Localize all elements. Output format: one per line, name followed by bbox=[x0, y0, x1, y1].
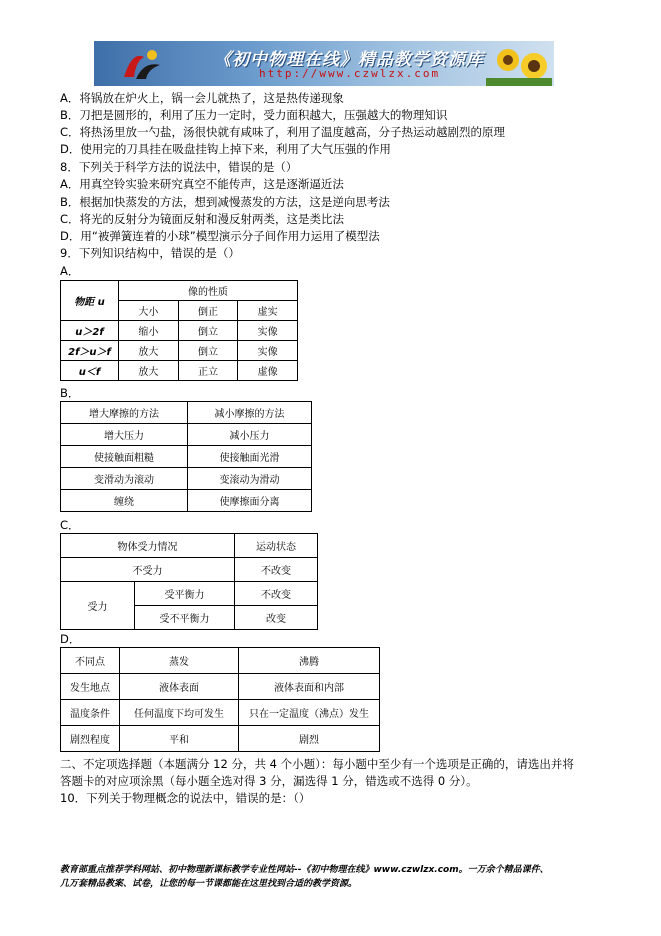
option-8b: B．根据加快蒸发的方法，想到减慢蒸发的方法，这是逆向思考法 bbox=[60, 195, 390, 209]
table-cell: 发生地点 bbox=[61, 674, 120, 700]
table-cell: 平和 bbox=[120, 726, 239, 752]
table-cell: 不改变 bbox=[235, 582, 318, 606]
table-cell: 倒立 bbox=[178, 321, 238, 341]
table-cell: 增大压力 bbox=[61, 424, 188, 446]
banner-url[interactable]: http://www.czwlzx.com bbox=[259, 67, 441, 80]
table-row bbox=[61, 700, 380, 726]
table-cell: 液体表面 bbox=[120, 674, 239, 700]
section2-heading: 二、不定项选择题（本题满分 12 分，共 4 个小题）：每小题中至少有一个选项是正确的，请选出并将 bbox=[60, 757, 574, 771]
option-7a: A．将锅放在炉火上，锅一会儿就热了，这是热传递现象 bbox=[60, 91, 344, 105]
table-cell: 放大 bbox=[119, 341, 179, 361]
logo-icon bbox=[122, 47, 162, 81]
table-cell: 像的性质 bbox=[119, 281, 298, 301]
table-row bbox=[61, 558, 318, 582]
table-row bbox=[61, 321, 298, 341]
table-cell: 正立 bbox=[178, 361, 238, 381]
table-cell: 倒正 bbox=[178, 301, 238, 321]
table-cell: 增大摩擦的方法 bbox=[61, 402, 188, 424]
table-friction-methods bbox=[60, 401, 312, 512]
table-row bbox=[61, 674, 380, 700]
table-cell: 受不平衡力 bbox=[135, 606, 235, 630]
table-cell: 减小压力 bbox=[188, 424, 312, 446]
table-force-motion bbox=[60, 533, 318, 630]
table-cell: 使接触面光滑 bbox=[188, 446, 312, 468]
option-7d: D．使用完的刀具挂在吸盘挂钩上掉下来，利用了大气压强的作用 bbox=[60, 142, 391, 156]
header-banner bbox=[94, 41, 554, 86]
label-b: B． bbox=[60, 386, 80, 400]
table-cell: 沸腾 bbox=[239, 648, 380, 674]
option-8a: A．用真空铃实验来研究真空不能传声，这是逐渐逼近法 bbox=[60, 177, 344, 191]
table-row bbox=[61, 534, 318, 558]
table-cell: 物体受力情况 bbox=[61, 534, 235, 558]
table-cell: u＜f bbox=[61, 361, 119, 381]
option-8d: D．用“被弹簧连着的小球”模型演示分子间作用力运用了模型法 bbox=[60, 229, 380, 243]
table-row bbox=[61, 490, 312, 512]
table-cell: 变滚动为滑动 bbox=[188, 468, 312, 490]
table-cell: 大小 bbox=[119, 301, 179, 321]
option-7c: C．将热汤里放一勺盐，汤很快就有咸味了，利用了温度越高，分子热运动越剧烈的原理 bbox=[60, 125, 506, 139]
table-cell: 缠绕 bbox=[61, 490, 188, 512]
sunflower-icon bbox=[486, 44, 552, 86]
table-row bbox=[61, 361, 298, 381]
label-c: C． bbox=[60, 518, 80, 532]
table-cell: 剧烈 bbox=[239, 726, 380, 752]
table-cell: 实像 bbox=[238, 321, 298, 341]
table-cell: 任何温度下均可发生 bbox=[120, 700, 239, 726]
table-evaporation-boiling bbox=[60, 647, 380, 752]
table-row bbox=[61, 446, 312, 468]
table-row bbox=[61, 648, 380, 674]
table-cell: 温度条件 bbox=[61, 700, 120, 726]
table-row bbox=[61, 402, 312, 424]
option-7b: B．刀把是圆形的，利用了压力一定时，受力面积越大，压强越大的物理知识 bbox=[60, 108, 448, 122]
table-cell: 不改变 bbox=[235, 558, 318, 582]
table-row bbox=[61, 582, 318, 606]
question-10: 10．下列关于物理概念的说法中，错误的是：（） bbox=[60, 791, 311, 805]
table-cell: 不受力 bbox=[61, 558, 235, 582]
label-d: D． bbox=[60, 632, 81, 646]
table-cell: 虚像 bbox=[238, 361, 298, 381]
banner-title: 《初中物理在线》精品教学资源库 bbox=[214, 50, 484, 70]
table-cell: 使摩擦面分离 bbox=[188, 490, 312, 512]
table-cell: 放大 bbox=[119, 361, 179, 381]
table-cell: 只在一定温度（沸点）发生 bbox=[239, 700, 380, 726]
table-cell: u＞2f bbox=[61, 321, 119, 341]
page-footer bbox=[60, 863, 620, 891]
table-cell: 减小摩擦的方法 bbox=[188, 402, 312, 424]
table-cell: 受平衡力 bbox=[135, 582, 235, 606]
footer-line-1: 教育部重点推荐学科网站、初中物理新课标教学专业性网站--《初中物理在线》www.czwlzx.com。一万余个精品课件、 bbox=[60, 865, 549, 875]
table-cell: 液体表面和内部 bbox=[239, 674, 380, 700]
question-9: 9．下列知识结构中，错误的是（） bbox=[60, 246, 240, 260]
table-cell: 受力 bbox=[61, 582, 135, 630]
table-row bbox=[61, 341, 298, 361]
table-cell: 实像 bbox=[238, 341, 298, 361]
table-row bbox=[61, 468, 312, 490]
table-cell: 剧烈程度 bbox=[61, 726, 120, 752]
table-cell: 不同点 bbox=[61, 648, 120, 674]
table-cell: 2f＞u＞f bbox=[61, 341, 119, 361]
question-8: 8．下列关于科学方法的说法中，错误的是（） bbox=[60, 160, 298, 174]
section2-instructions: 答题卡的对应项涂黑（每小题全选对得 3 分，漏选得 1 分，错选或不选得 0 分）。 bbox=[60, 774, 478, 788]
table-cell: 蒸发 bbox=[120, 648, 239, 674]
table-cell: 运动状态 bbox=[235, 534, 318, 558]
table-cell: 使接触面粗糙 bbox=[61, 446, 188, 468]
table-cell: 改变 bbox=[235, 606, 318, 630]
table-cell: 变滑动为滚动 bbox=[61, 468, 188, 490]
label-a: A． bbox=[60, 264, 80, 278]
table-cell: 物距 u bbox=[61, 281, 119, 321]
table-lens-imaging bbox=[60, 280, 298, 381]
table-cell: 缩小 bbox=[119, 321, 179, 341]
table-row bbox=[61, 726, 380, 752]
table-cell: 虚实 bbox=[238, 301, 298, 321]
footer-line-2: 几万套精品教案、试卷，让您的每一节课都能在这里找到合适的教学资源。 bbox=[60, 879, 358, 889]
option-8c: C．将光的反射分为镜面反射和漫反射两类，这是类比法 bbox=[60, 212, 345, 226]
table-row bbox=[61, 424, 312, 446]
table-cell: 倒立 bbox=[178, 341, 238, 361]
